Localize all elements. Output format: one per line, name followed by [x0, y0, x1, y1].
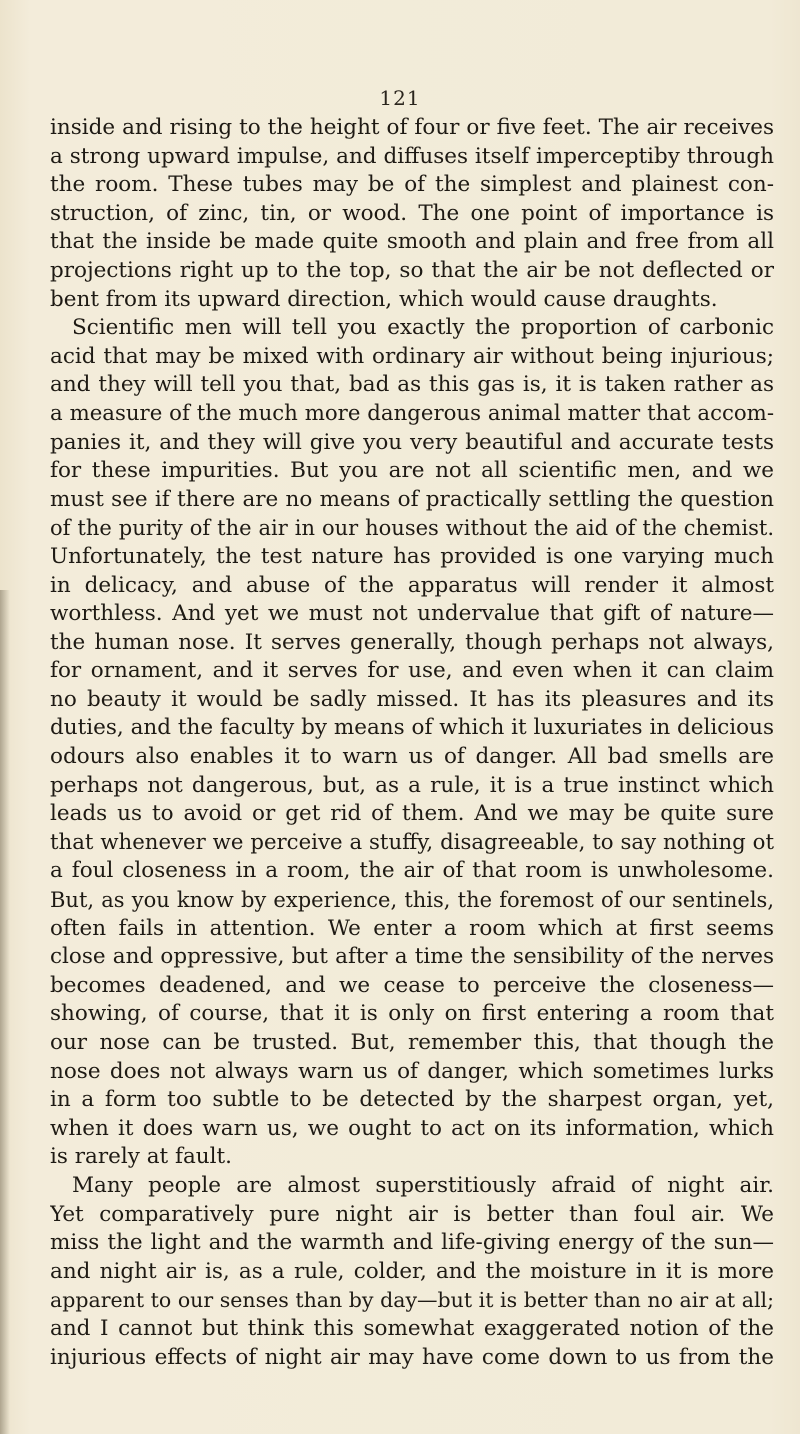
text-line: a measure of the much more dangerous animal matter that accom- — [50, 400, 774, 426]
text-line: a foul closeness in a room, the air of that room is unwholesome. — [50, 858, 774, 884]
text-line: when it does warn us, we ought to act on its information, which — [50, 1115, 774, 1141]
paragraph — [50, 314, 774, 1172]
text-line: for these impurities. But you are not all scientific men, and we — [50, 458, 774, 484]
text-line: often fails in attention. We enter a room which at first seems — [50, 915, 774, 941]
binding-shadow — [0, 590, 10, 1434]
text-line: and I cannot but think this somewhat exaggerated notion of the — [50, 1315, 774, 1341]
text-line: Yet comparatively pure night air is better than foul air. We — [50, 1201, 774, 1227]
text-line: is rarely at fault. — [50, 1144, 232, 1170]
text-line: a strong upward impulse, and diffuses itself imperceptiby through — [50, 143, 774, 169]
paragraph — [50, 114, 774, 314]
text-line: perhaps not dangerous, but, as a rule, it is a true instinct which — [50, 772, 774, 798]
text-line: and night air is, as a rule, colder, and the moisture in it is more — [50, 1258, 774, 1284]
text-line: injurious effects of night air may have come down to us from the — [50, 1344, 774, 1370]
text-line: that the inside be made quite smooth and plain and free from all — [50, 229, 774, 255]
text-line: must see if there are no means of practically settling the question — [50, 486, 774, 512]
text-line: the room. These tubes may be of the simplest and plainest con- — [50, 172, 774, 198]
text-line: the human nose. It serves generally, though perhaps not always, — [50, 629, 774, 655]
text-line: But, as you know by experience, this, the foremost of our sentinels, — [50, 888, 774, 913]
text-line: inside and rising to the height of four or five feet. The air receives — [50, 115, 774, 140]
text-line: no beauty it would be sadly missed. It has its pleasures and its — [50, 686, 774, 712]
body-text — [50, 114, 774, 1372]
text-line: Many people are almost superstitiously afraid of night air. — [72, 1172, 774, 1198]
text-line: in a form too subtle to be detected by the sharpest organ, yet, — [50, 1087, 774, 1113]
text-line: worthless. And yet we must not undervalue that gift of nature— — [50, 601, 774, 627]
text-line: that whenever we perceive a stuffy, disagreeable, to say nothing ot — [50, 829, 774, 855]
text-line: apparent to our senses than by day—but it is better than no air at all; — [50, 1288, 774, 1313]
text-line: close and oppressive, but after a time the sensibility of the nerves — [50, 944, 774, 970]
text-line: becomes deadened, and we cease to perceive the closeness— — [50, 972, 774, 998]
text-line: panies it, and they will give you very beautiful and accurate tests — [50, 429, 774, 455]
text-line: projections right up to the top, so that the air be not deflected or — [50, 257, 774, 283]
text-line: struction, of zinc, tin, or wood. The one point of importance is — [50, 200, 774, 226]
text-line: Scientific men will tell you exactly the proportion of carbonic — [72, 315, 774, 341]
text-line: odours also enables it to warn us of danger. All bad smells are — [50, 744, 774, 770]
text-line: bent from its upward direction, which would cause draughts. — [50, 286, 718, 312]
text-line: nose does not always warn us of danger, which sometimes lurks — [50, 1058, 774, 1084]
text-line: and they will tell you that, bad as this gas is, it is taken rather as — [50, 372, 774, 398]
text-line: miss the light and the warmth and life-giving energy of the sun— — [50, 1230, 774, 1256]
paragraph — [50, 1172, 774, 1372]
text-line: showing, of course, that it is only on first entering a room that — [50, 1001, 774, 1027]
text-line: our nose can be trusted. But, remember this, that though the — [50, 1030, 774, 1055]
text-line: for ornament, and it serves for use, and even when it can claim — [50, 658, 774, 684]
page-number: 121 — [379, 86, 421, 110]
text-line: Unfortunately, the test nature has provided is one varying much — [50, 543, 774, 569]
text-line: of the purity of the air in our houses without the aid of the chemist. — [50, 516, 774, 541]
text-line: in delicacy, and abuse of the apparatus will render it almost — [50, 572, 774, 598]
text-line: leads us to avoid or get rid of them. And we may be quite sure — [50, 801, 774, 827]
text-line: duties, and the faculty by means of which it luxuriates in delicious — [50, 715, 774, 741]
text-line: acid that may be mixed with ordinary air without being injurious; — [50, 343, 774, 369]
